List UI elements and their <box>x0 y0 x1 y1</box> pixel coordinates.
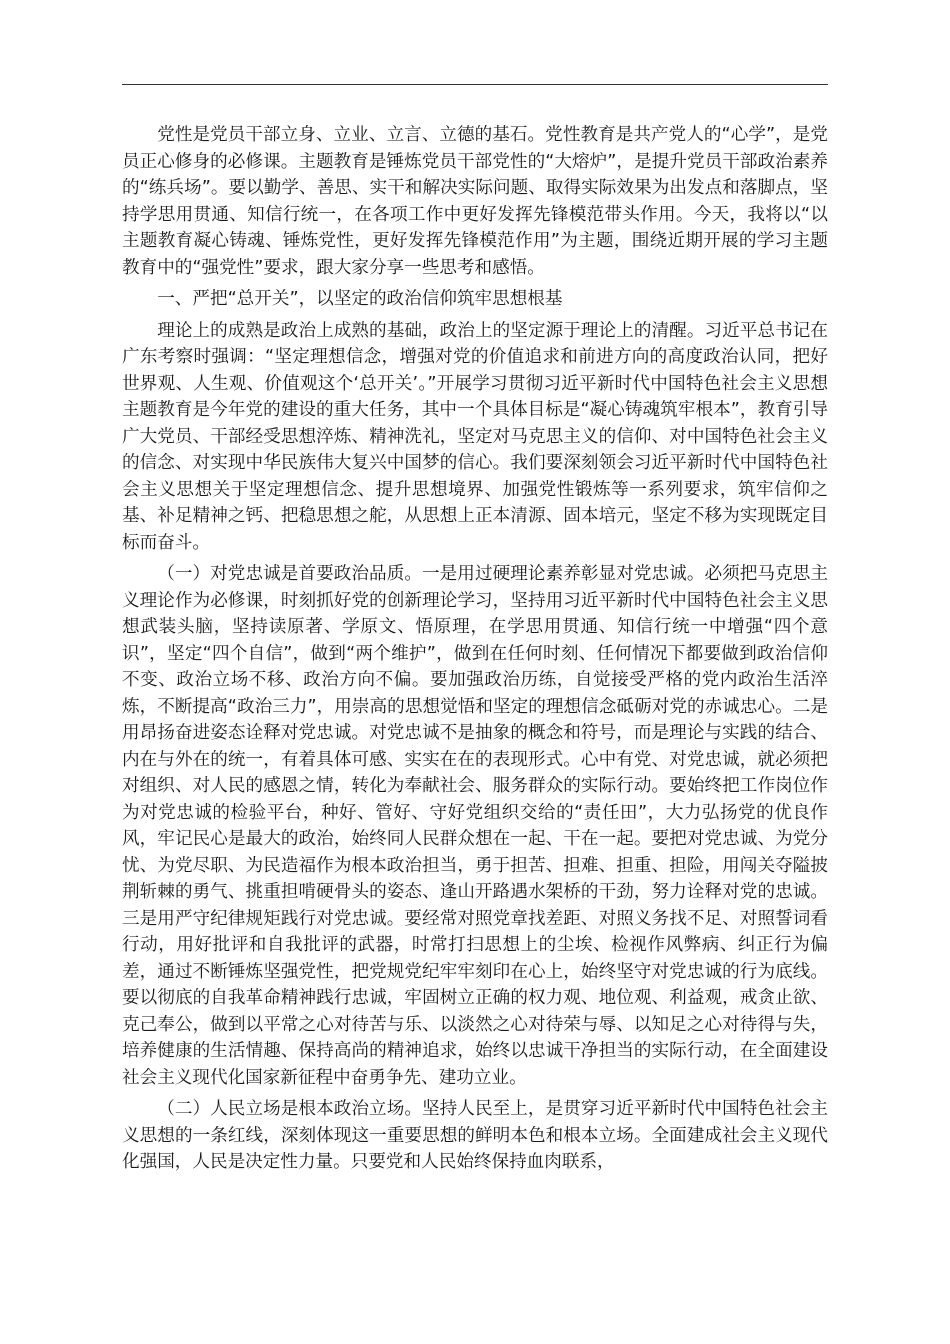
header-rule <box>122 84 828 85</box>
document-body <box>122 122 828 1181</box>
body-paragraph: 理论上的成熟是政治上成熟的基础，政治上的坚定源于理论上的清醒。习近平总书记在广东考察时强调：“坚定理想信念，增强对党的价值追求和前进方向的高度政治认同，把好世界观、人生观、价值观这个‘总开关’。”开展学习贯彻习近平新时代中国特色社会主义思想主题教育是今年党的建设的重大任务，其中一个具体目标是“凝心铸魂筑牢根本”，教育引导广大党员、干部经受思想淬炼、精神洗礼，坚定对马克思主义的信仰、对中国特色社会主义的信念、对实现中华民族伟大复兴中国梦的信心。我们要深刻领会习近平新时代中国特色社会主义思想关于坚定理想信念、提升思想境界、加强党性锻炼等一系列要求，筑牢信仰之基、补足精神之钙、把稳思想之舵，从思想上正本清源、固本培元，坚定不移为实现既定目标而奋斗。 <box>122 320 828 553</box>
section-heading: 一、严把“总开关”，以坚定的政治信仰筑牢思想根基 <box>157 289 563 309</box>
body-paragraph: （二）人民立场是根本政治立场。坚持人民至上，是贯穿习近平新时代中国特色社会主义思想的一条红线，深刻体现这一重要思想的鲜明本色和根本立场。全面建成社会主义现代化强国，人民是决定性力量。只要党和人民始终保持血肉联系， <box>122 1099 828 1172</box>
body-paragraph: （一）对党忠诚是首要政治品质。一是用过硬理论素养彰显对党忠诚。必须把马克思主义理论作为必修课，时刻抓好党的创新理论学习，坚持用习近平新时代中国特色社会主义思想武装头脑，坚持读原著、学原文、悟原理，在学思用贯通、知信行统一中增强“四个意识”，坚定“四个自信”，做到“两个维护”，做到在任何时刻、任何情况下都要做到政治信仰不变、政治立场不移、政治方向不偏。要加强政治历练，自觉接受严格的党内政治生活淬炼，不断提高“政治三力”，用崇高的思想觉悟和坚定的理想信念砥砺对党的赤诚忠心。二是用昂扬奋进姿态诠释对党忠诚。对党忠诚不是抽象的概念和符号，而是理论与实践的结合、内在与外在的统一，有着具体可感、实实在在的表现形式。心中有党、对党忠诚，就必须把对组织、对人民的感恩之情，转化为奉献社会、服务群众的实际行动。要始终把工作岗位作为对党忠诚的检验平台，种好、管好、守好党组织交给的“责任田”，大力弘扬党的优良作风，牢记民心是最大的政治，始终同人民群众想在一起、干在一起。要把对党忠诚、为党分忧、为党尽职、为民造福作为根本政治担当，勇于担苦、担难、担重、担险，用闯关夺隘披荆斩棘的勇气、挑重担啃硬骨头的姿态、逢山开路遇水架桥的干劲，努力诠释对党的忠诚。三是用严守纪律规矩践行对党忠诚。要经常对照党章找差距、对照义务找不足、对照誓词看行动，用好批评和自我批评的武器，时常打扫思想上的尘埃、检视作风弊病、纠正行为偏差，通过不断锤炼坚强党性，把党规党纪牢牢刻印在心上，始终坚守对党忠诚的行为底线。要以彻底的自我革命精神践行忠诚，牢固树立正确的权力观、地位观、利益观，戒贪止欲、克己奉公，做到以平常之心对待苦与乐、以淡然之心对待荣与辱、以知足之心对待得与失，培养健康的生活情趣、保持高尚的精神追求，始终以忠诚干净担当的实际行动，在全面建设社会主义现代化国家新征程中奋勇争先、建功立业。 <box>122 564 828 1088</box>
intro-paragraph: 党性是党员干部立身、立业、立言、立德的基石。党性教育是共产党人的“心学”，是党员正心修身的必修课。主题教育是锤炼党员干部党性的“大熔炉”，是提升党员干部政治素养的“练兵场”。要以勤学、善思、实干和解决实际问题、取得实际效果为出发点和落脚点，坚持学思用贯通、知信行统一，在各项工作中更好发挥先锋模范带头作用。今天，我将以“以主题教育凝心铸魂、锤炼党性，更好发挥先锋模范作用”为主题，围绕近期开展的学习主题教育中的“强党性”要求，跟大家分享一些思考和感悟。 <box>122 125 828 278</box>
